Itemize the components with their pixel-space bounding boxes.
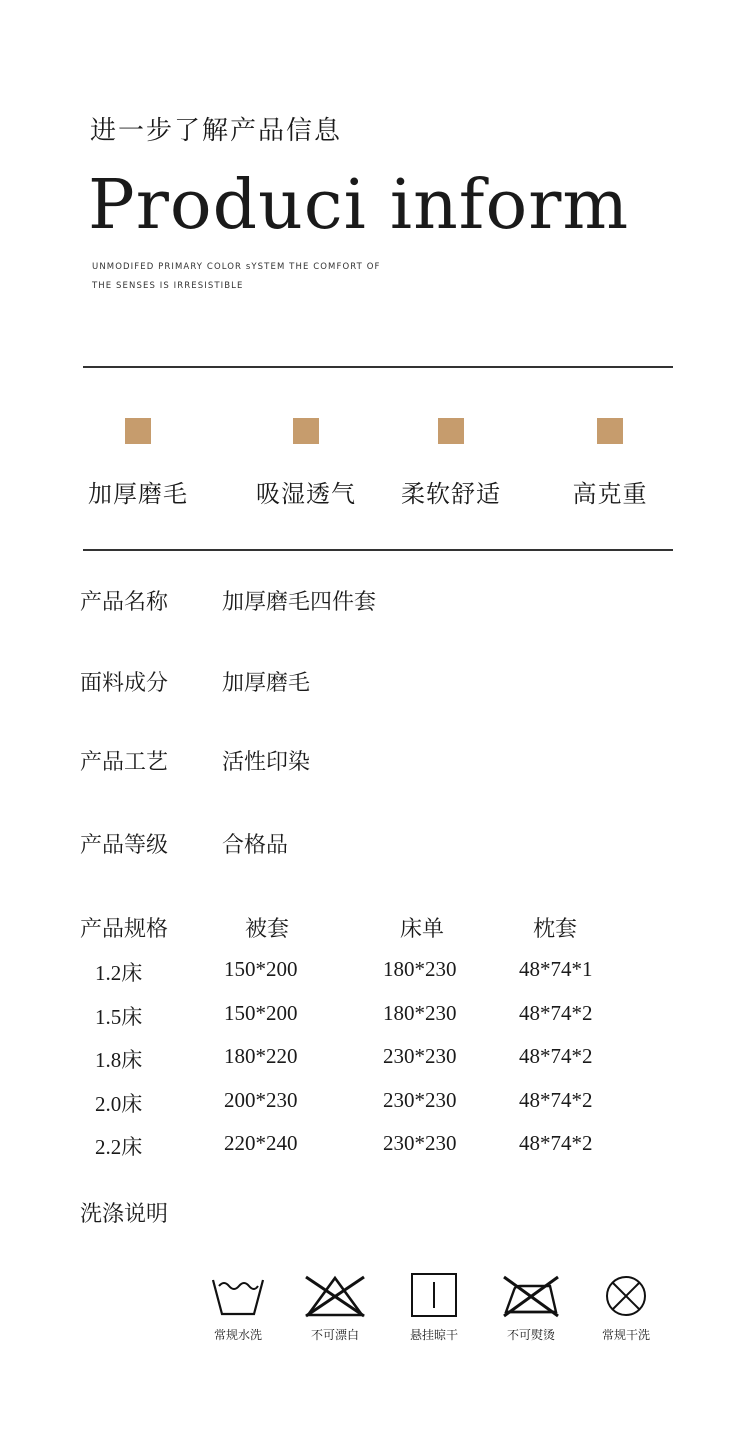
feature-marker: [597, 418, 623, 444]
tagline-line-1: UNMODIFED PRIMARY COLOR sYSTEM THE COMFORT OF: [92, 262, 381, 272]
feature-item: [530, 418, 690, 509]
spec-sheet: 230*230: [383, 1044, 457, 1068]
dry-clean-icon: [603, 1274, 649, 1318]
info-value: 合格品: [222, 833, 289, 858]
feature-marker: [438, 418, 464, 444]
care-label: 常规水洗: [213, 1328, 262, 1342]
spec-sheet: 180*230: [383, 1001, 457, 1025]
spec-sheet: 230*230: [383, 1088, 457, 1112]
spec-pillow: 48*74*2: [519, 1088, 593, 1112]
spec-pillow: 48*74*2: [519, 1044, 593, 1068]
spec-pillow: 48*74*2: [519, 1001, 593, 1025]
info-value: 加厚磨毛: [222, 671, 311, 696]
spec-pillow: 48*74*2: [519, 1131, 593, 1155]
care-label: 常规干洗: [601, 1328, 650, 1342]
info-value: 加厚磨毛四件套: [222, 590, 377, 615]
care-item: [486, 1274, 576, 1343]
spec-header-sheet: 床单: [400, 917, 445, 942]
feature-marker: [293, 418, 319, 444]
info-value: 活性印染: [222, 750, 311, 775]
info-label: 面料成分: [80, 671, 169, 696]
no-iron-icon: [500, 1274, 562, 1318]
spec-size: 1.2床: [95, 961, 143, 985]
tagline-line-2: THE SENSES IS IRRESISTIBLE: [92, 281, 244, 291]
page-title: Produci inform: [88, 166, 630, 245]
feature-item: [58, 418, 218, 509]
feature-label: 柔软舒适: [401, 480, 501, 508]
spec-pillow: 48*74*1: [519, 957, 593, 981]
spec-size: 1.5床: [95, 1005, 143, 1029]
line-dry-icon: [409, 1272, 459, 1318]
spec-quilt: 180*220: [224, 1044, 298, 1068]
spec-sheet: 180*230: [383, 957, 457, 981]
section-subtitle: 进一步了解产品信息: [90, 116, 343, 146]
care-item: [389, 1272, 479, 1343]
divider-top: [83, 366, 673, 368]
feature-label: 高克重: [572, 480, 648, 508]
spec-header-quilt: 被套: [245, 917, 290, 942]
spec-size: 1.8床: [95, 1048, 143, 1072]
spec-size: 2.0床: [95, 1092, 143, 1116]
info-label: 产品工艺: [80, 750, 169, 775]
spec-size: 2.2床: [95, 1135, 143, 1159]
spec-quilt: 150*200: [224, 957, 298, 981]
wash-tub-icon: [210, 1274, 266, 1318]
spec-quilt: 200*230: [224, 1088, 298, 1112]
feature-label: 吸湿透气: [256, 480, 356, 508]
care-label: 不可漂白: [310, 1328, 359, 1342]
care-item: [581, 1274, 671, 1343]
care-item: [193, 1274, 283, 1343]
feature-marker: [125, 418, 151, 444]
info-label: 产品等级: [80, 833, 169, 858]
info-label: 产品名称: [80, 590, 169, 615]
feature-item: [226, 418, 386, 509]
spec-quilt: 150*200: [224, 1001, 298, 1025]
care-label: 悬挂晾干: [409, 1328, 458, 1342]
care-label: 不可熨烫: [506, 1328, 555, 1342]
spec-label: 产品规格: [80, 917, 169, 942]
spec-header-pillow: 枕套: [533, 917, 578, 942]
spec-sheet: 230*230: [383, 1131, 457, 1155]
care-item: [290, 1274, 380, 1343]
feature-item: [371, 418, 531, 509]
care-title: 洗涤说明: [80, 1202, 169, 1227]
spec-quilt: 220*240: [224, 1131, 298, 1155]
divider-bottom: [83, 549, 673, 551]
no-bleach-icon: [302, 1274, 368, 1318]
feature-label: 加厚磨毛: [88, 480, 188, 508]
